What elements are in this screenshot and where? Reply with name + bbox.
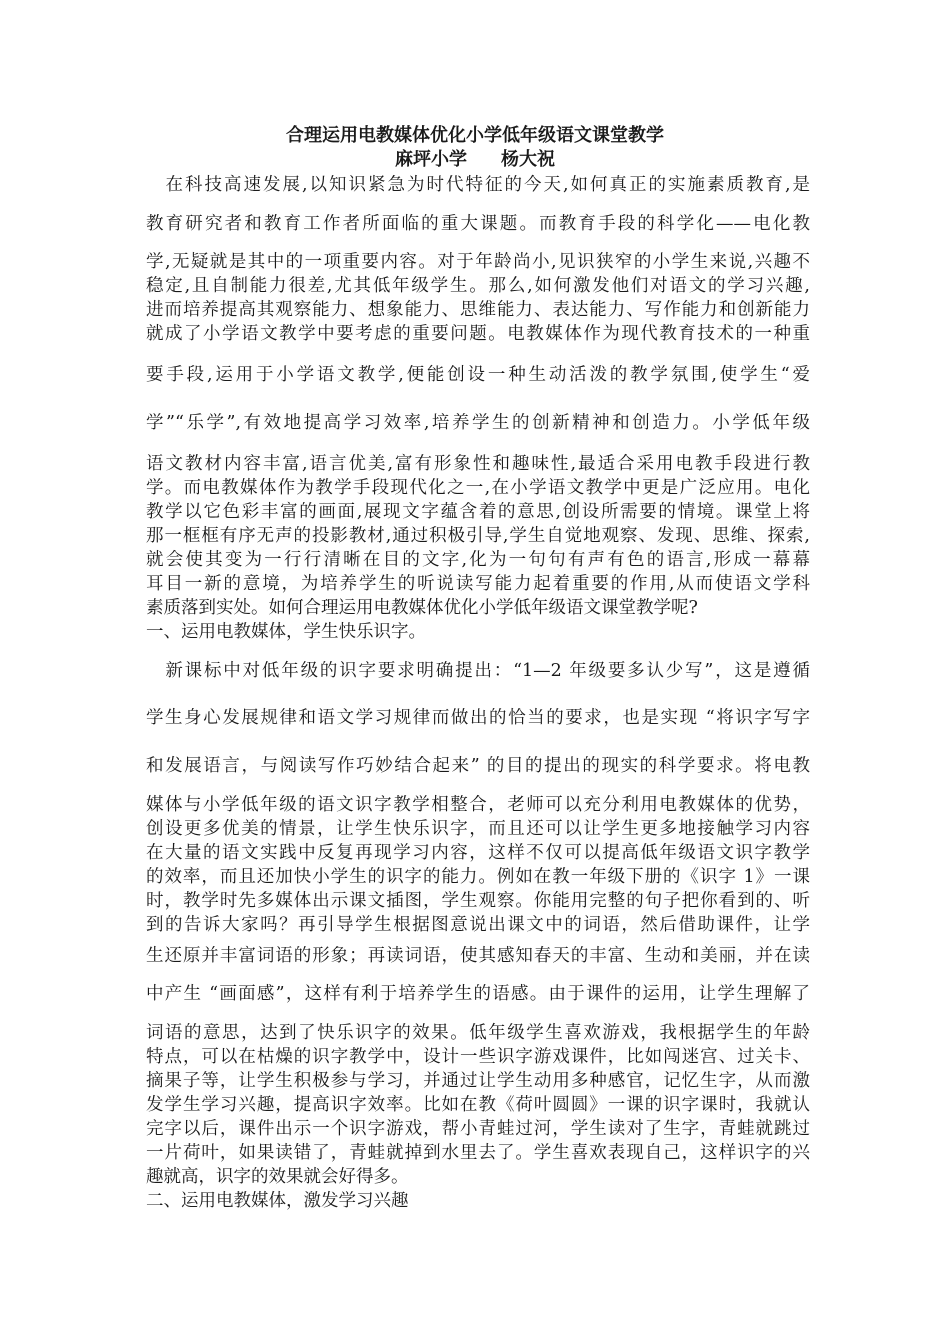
body-line: 中产生 “画面感”，这样有利于培养学生的语感。由于课件的运用，让学生理解了 [146, 984, 810, 1004]
body-line: 教育研究者和教育工作者所面临的重大课题。而教育手段的科学化——电化教 [146, 214, 810, 234]
body-line: 语文教材内容丰富,语言优美,富有形象性和趣味性,最适合采用电教手段进行教 [146, 454, 810, 474]
body-line: 时，教学时先多媒体出示课文插图，学生观察。你能用完整的句子把你看到的、听 [146, 891, 810, 911]
body-line: 在科技高速发展,以知识紧急为时代特征的今天,如何真正的实施素质教育,是 [146, 175, 810, 195]
school-name: 麻坪小学 [395, 149, 467, 170]
document-byline [0, 148, 950, 172]
document-title: 合理运用电教媒体优化小学低年级语文课堂教学 [286, 125, 664, 146]
body-line: 完字以后，课件出示一个识字游戏，帮小青蛙过河，学生读对了生字，青蛙就跳过 [146, 1119, 810, 1139]
body-line: 新课标中对低年级的识字要求明确提出：“1—2 年级要多认少写”，这是遵循 [146, 661, 810, 681]
body-line: 在大量的语文实践中反复再现学习内容，这样不仅可以提高低年级语文识字教学 [146, 843, 810, 863]
body-line: 学生身心发展规律和语文学习规律而做出的恰当的要求，也是实现 “将识字写字 [146, 708, 810, 728]
body-line: 学”“乐学”,有效地提高学习效率,培养学生的创新精神和创造力。小学低年级 [146, 413, 810, 433]
body-line: 稳定,且自制能力很差,尤其低年级学生。那么,如何激发他们对语文的学习兴趣, [146, 276, 810, 296]
body-line: 那一框框有序无声的投影教材,通过积极引导,学生自觉地观察、发现、思维、探索, [146, 526, 810, 546]
body-line: 一片荷叶，如果读错了，青蛙就掉到水里去了。学生喜欢表现自己，这样识字的兴 [146, 1143, 810, 1163]
body-line: 就成了小学语文教学中要考虑的重要问题。电教媒体作为现代教育技术的一种重 [146, 324, 810, 344]
section-heading-2: 二、运用电教媒体，激发学习兴趣 [146, 1191, 409, 1211]
body-line: 和发展语言，与阅读写作巧妙结合起来” 的目的提出的现实的科学要求。将电教 [146, 756, 810, 776]
body-line: 到的告诉大家吗？再引导学生根据图意说出课文中的词语，然后借助课件，让学 [146, 915, 810, 935]
body-line: 摘果子等，让学生积极参与学习，并通过让学生动用多种感官，记忆生字，从而激 [146, 1071, 810, 1091]
body-line: 要手段,运用于小学语文教学,便能创设一种生动活泼的教学氛围,使学生“爱 [146, 365, 810, 385]
body-line: 词语的意思，达到了快乐识字的效果。低年级学生喜欢游戏，我根据学生的年龄 [146, 1023, 810, 1043]
body-line: 创设更多优美的情景，让学生快乐识字，而且还可以让学生更多地接触学习内容 [146, 819, 810, 839]
body-line: 就会使其变为一行行清晰在目的文字,化为一句句有声有色的语言,形成一幕幕 [146, 550, 810, 570]
body-line: 耳目一新的意境，为培养学生的听说读写能力起着重要的作用,从而使语文学科 [146, 574, 810, 594]
body-line: 特点，可以在枯燥的识字教学中，设计一些识字游戏课件，比如闯迷宫、过关卡、 [146, 1047, 810, 1067]
body-line: 教学以它色彩丰富的画面,展现文字蕴含着的意思,创设所需要的情境。课堂上将 [146, 502, 810, 522]
body-line: 趣就高，识字的效果就会好得多。 [146, 1167, 409, 1187]
body-line: 媒体与小学低年级的语文识字教学相整合，老师可以充分利用电教媒体的优势， [146, 795, 810, 815]
author-name: 杨大祝 [501, 149, 555, 170]
body-line: 学。而电教媒体作为教学手段现代化之一,在小学语文教学中更是广泛应用。电化 [146, 478, 810, 498]
section-heading-1: 一、运用电教媒体，学生快乐识字。 [146, 622, 426, 642]
body-line: 学,无疑就是其中的一项重要内容。对于年龄尚小,见识狭窄的小学生来说,兴趣不 [146, 252, 810, 272]
body-line: 生还原并丰富词语的形象；再读词语，使其感知春天的丰富、生动和美丽，并在读 [146, 946, 810, 966]
body-line: 的效率，而且还加快小学生的识字的能力。例如在教一年级下册的《识字 1》一课 [146, 867, 810, 887]
body-line: 进而培养提高其观察能力、想象能力、思维能力、表达能力、写作能力和创新能力 [146, 300, 810, 320]
body-line: 发学生学习兴趣，提高识字效率。比如在教《荷叶圆圆》一课的识字课时，我就认 [146, 1095, 810, 1115]
body-line: 素质落到实处。如何合理运用电教媒体优化小学低年级语文课堂教学呢? [146, 598, 698, 618]
